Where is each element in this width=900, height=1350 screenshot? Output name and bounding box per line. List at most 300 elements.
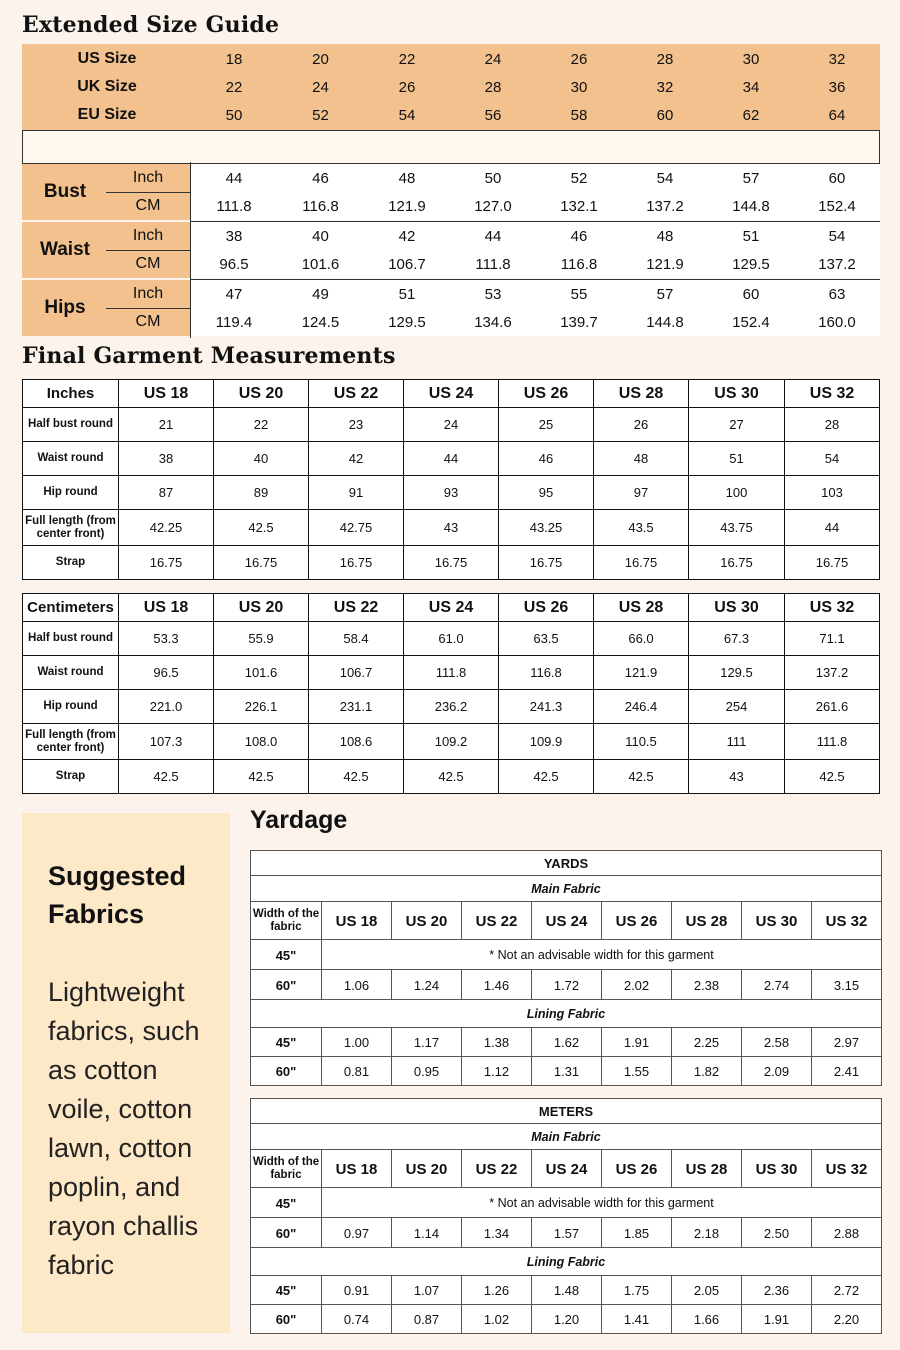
yardage-value: 2.50 (741, 1218, 811, 1248)
measure-value: 152.4 (732, 313, 770, 331)
size-row-label: EU Size (77, 106, 137, 123)
size-value: 36 (828, 78, 846, 96)
yardage-value: 1.20 (531, 1305, 601, 1334)
measure-value: 254 (689, 690, 785, 724)
size-header: US 20 (391, 1150, 461, 1188)
measure-value: 16.75 (404, 546, 499, 580)
yardage-value: 0.91 (321, 1276, 391, 1305)
measure-value: 66.0 (594, 622, 689, 656)
fabric-width: 60" (275, 1064, 297, 1079)
size-header: US 32 (785, 594, 880, 622)
measure-value: 67.3 (689, 622, 785, 656)
measure-value: 48 (398, 169, 416, 187)
measure-value: 71.1 (785, 622, 880, 656)
measure-value: 42.5 (309, 760, 404, 794)
size-value: 28 (484, 78, 502, 96)
yardage-value: 1.24 (391, 970, 461, 1000)
yardage-value: 0.97 (321, 1218, 391, 1248)
measure-value: 51 (742, 227, 760, 245)
main-fabric-label: Main Fabric (531, 1130, 601, 1144)
measure-value: 44 (785, 510, 880, 546)
measure-value: 48 (656, 227, 674, 245)
yardage-value: 1.12 (461, 1057, 531, 1086)
size-value: 24 (312, 78, 329, 96)
measure-value: 96.5 (119, 656, 214, 690)
measure-label: Half bust round (23, 622, 119, 656)
unit-label: Inch (132, 169, 164, 186)
lining-fabric-label: Lining Fabric (526, 1007, 606, 1021)
measure-label: Strap (23, 546, 119, 580)
unit-header: Inches (23, 380, 119, 408)
yardage-value: 1.34 (461, 1218, 531, 1248)
measure-value: 110.5 (594, 724, 689, 760)
size-guide-spacer (22, 130, 880, 164)
measure-value: 43.25 (499, 510, 594, 546)
measure-value: 51 (398, 285, 416, 303)
size-row-label: US Size (77, 50, 137, 67)
measure-value: 96.5 (219, 255, 249, 273)
measure-value: 107.3 (119, 724, 214, 760)
size-header: US 24 (404, 380, 499, 408)
yardage-row (251, 875, 881, 902)
measure-label: Waist round (23, 442, 119, 476)
measure-value: 42.25 (119, 510, 214, 546)
measure-value: 121.9 (646, 255, 684, 273)
size-row-label: UK Size (77, 78, 137, 95)
unit-header: METERS (538, 1103, 594, 1119)
measure-value: 43 (404, 510, 499, 546)
measure-value: 127.0 (474, 197, 512, 215)
measure-value: 42 (309, 442, 404, 476)
measure-value: 109.2 (404, 724, 499, 760)
yardage-value: 0.95 (391, 1057, 461, 1086)
measure-value: 106.7 (388, 255, 426, 273)
size-header: US 20 (214, 380, 309, 408)
yardage-table (250, 1098, 882, 1334)
measure-value: 129.5 (388, 313, 426, 331)
measure-value: 101.6 (301, 255, 340, 273)
measure-value: 109.9 (499, 724, 594, 760)
measure-value: 93 (404, 476, 499, 510)
measure-value: 44 (404, 442, 499, 476)
measure-value: 42.5 (404, 760, 499, 794)
yardage-row (251, 969, 881, 1000)
size-header: US 30 (689, 594, 785, 622)
measure-value: 38 (225, 227, 243, 245)
unit-label: CM (135, 197, 161, 214)
measure-value: 54 (785, 442, 880, 476)
size-header: US 30 (741, 1150, 811, 1188)
yardage-value: 1.66 (671, 1305, 741, 1334)
yardage-value: 1.17 (391, 1028, 461, 1057)
measure-value: 52 (570, 169, 588, 187)
measure-value: 139.7 (560, 313, 598, 331)
size-header: US 20 (214, 594, 309, 622)
size-header: US 18 (119, 380, 214, 408)
size-header: US 18 (119, 594, 214, 622)
measure-value: 38 (119, 442, 214, 476)
measure-value: 60 (742, 285, 760, 303)
measure-value: 16.75 (119, 546, 214, 580)
yardage-row (251, 1217, 881, 1248)
yardage-value: 2.88 (811, 1218, 881, 1248)
label-divider (190, 162, 191, 338)
measure-value: 95 (499, 476, 594, 510)
yardage-value: 1.26 (461, 1276, 531, 1305)
size-value: 56 (484, 106, 502, 124)
measure-value: 44 (225, 169, 243, 187)
main-fabric-label: Main Fabric (531, 882, 601, 896)
size-header: US 22 (309, 380, 404, 408)
measure-value: 40 (214, 442, 309, 476)
measure-value: 49 (312, 285, 329, 303)
measure-value: 61.0 (404, 622, 499, 656)
yardage-row (251, 999, 881, 1028)
yardage-value: 1.91 (601, 1028, 671, 1057)
measure-label: Hip round (23, 690, 119, 724)
size-header: US 30 (689, 380, 785, 408)
measure-name: Hips (44, 297, 86, 318)
yardage-row (251, 1149, 881, 1188)
size-header: US 18 (321, 1150, 391, 1188)
yardage-value: 3.15 (811, 970, 881, 1000)
measure-value: 116.8 (499, 656, 594, 690)
measure-value: 137.2 (818, 255, 856, 273)
yardage-row (251, 1247, 881, 1276)
measure-value: 111.8 (475, 255, 511, 273)
measure-value: 42.5 (119, 760, 214, 794)
measure-value: 144.8 (732, 197, 770, 215)
measure-label: Strap (23, 760, 119, 794)
yardage-value: 1.46 (461, 970, 531, 1000)
yardage-value: 1.31 (531, 1057, 601, 1086)
yardage-value: 1.07 (391, 1276, 461, 1305)
measure-value: 55 (570, 285, 588, 303)
measure-value: 48 (594, 442, 689, 476)
size-value: 32 (828, 50, 846, 68)
yardage-value: 2.18 (671, 1218, 741, 1248)
measure-value: 43 (689, 760, 785, 794)
size-header: US 26 (601, 902, 671, 940)
lining-fabric-label: Lining Fabric (526, 1255, 606, 1269)
measure-value: 261.6 (785, 690, 880, 724)
width-label: Width of the fabric (252, 908, 320, 933)
measure-value: 111.8 (785, 724, 880, 760)
size-value: 20 (312, 50, 329, 68)
measure-value: 137.2 (646, 197, 684, 215)
width-label: Width of the fabric (252, 1156, 320, 1181)
size-value: 60 (656, 106, 674, 124)
yardage-row (251, 901, 881, 940)
size-header: US 32 (811, 1150, 881, 1188)
size-header: US 26 (499, 380, 594, 408)
yardage-row (251, 1275, 881, 1305)
measure-value: 16.75 (214, 546, 309, 580)
yardage-value: 2.58 (741, 1028, 811, 1057)
yardage-value: 2.36 (741, 1276, 811, 1305)
size-header: US 22 (309, 594, 404, 622)
yardage-value: 1.82 (671, 1057, 741, 1086)
yardage-value: 1.72 (531, 970, 601, 1000)
size-value: 28 (656, 50, 674, 68)
garment-title: Final Garment Measurements (22, 343, 396, 369)
measure-value: 108.6 (309, 724, 404, 760)
yardage-value: 1.48 (531, 1276, 601, 1305)
measure-value: 42.5 (785, 760, 880, 794)
yardage-row (251, 1099, 881, 1123)
unit-label: Inch (132, 227, 164, 244)
measure-value: 111.8 (404, 656, 499, 690)
measure-value: 121.9 (594, 656, 689, 690)
yardage-value: 1.85 (601, 1218, 671, 1248)
size-value: 30 (742, 50, 760, 68)
size-header: US 24 (531, 1150, 601, 1188)
yardage-row (251, 1304, 881, 1334)
size-value: 50 (225, 106, 243, 124)
size-value: 64 (828, 106, 846, 124)
measure-value: 42.5 (214, 760, 309, 794)
measure-value: 43.75 (689, 510, 785, 546)
suggested-fabrics-panel (22, 813, 230, 1333)
unit-header: Centimeters (23, 594, 119, 622)
measure-value: 24 (404, 408, 499, 442)
measure-value: 23 (309, 408, 404, 442)
measure-value: 27 (689, 408, 785, 442)
measure-value: 42.5 (499, 760, 594, 794)
measure-label: Waist round (23, 656, 119, 690)
unit-label: Inch (132, 285, 164, 302)
size-header: US 26 (601, 1150, 671, 1188)
size-value: 22 (398, 50, 416, 68)
measure-name: Bust (43, 181, 87, 202)
yardage-value: 1.57 (531, 1218, 601, 1248)
measure-value: 43.5 (594, 510, 689, 546)
size-header: US 20 (391, 902, 461, 940)
measure-value: 16.75 (785, 546, 880, 580)
yardage-value: 2.97 (811, 1028, 881, 1057)
size-value: 52 (312, 106, 329, 124)
yardage-value: 1.75 (601, 1276, 671, 1305)
garment-table (22, 379, 880, 580)
measure-value: 246.4 (594, 690, 689, 724)
measure-value: 91 (309, 476, 404, 510)
measure-value: 108.0 (214, 724, 309, 760)
size-value: 26 (570, 50, 588, 68)
yardage-value: 0.74 (321, 1305, 391, 1334)
measure-value: 44 (484, 227, 502, 245)
fabric-width: 45" (275, 1035, 297, 1050)
unit-header: YARDS (543, 855, 589, 871)
measure-value: 63 (828, 285, 846, 303)
measure-value: 28 (785, 408, 880, 442)
measure-value: 57 (742, 169, 760, 187)
measure-value: 26 (594, 408, 689, 442)
size-value: 26 (398, 78, 416, 96)
measure-value: 111.8 (216, 197, 252, 215)
yardage-value: 2.09 (741, 1057, 811, 1086)
yardage-row (251, 939, 881, 970)
measure-value: 89 (214, 476, 309, 510)
measure-label: Full length (from center front) (23, 510, 119, 546)
measure-value: 97 (594, 476, 689, 510)
size-value: 30 (570, 78, 588, 96)
measure-value: 129.5 (732, 255, 770, 273)
measure-value: 58.4 (309, 622, 404, 656)
measure-value: 16.75 (594, 546, 689, 580)
size-header: US 26 (499, 594, 594, 622)
size-header: US 22 (461, 1150, 531, 1188)
yardage-value: 1.02 (461, 1305, 531, 1334)
measure-value: 137.2 (785, 656, 880, 690)
not-advisable-note: * Not an advisable width for this garment (321, 1188, 881, 1218)
yardage-row (251, 851, 881, 875)
measure-value: 60 (828, 169, 846, 187)
size-header: US 28 (594, 380, 689, 408)
yardage-value: 2.25 (671, 1028, 741, 1057)
yardage-value: 2.74 (741, 970, 811, 1000)
measure-label: Full length (from center front) (23, 724, 119, 760)
measure-value: 121.9 (388, 197, 426, 215)
suggested-fabrics-text: Lightweight fabrics, such as cotton voile, cotton lawn, cotton poplin, and rayon challis fabric (48, 977, 200, 1280)
measure-value: 111 (689, 724, 785, 760)
measure-value: 40 (312, 227, 329, 245)
measure-value: 54 (656, 169, 674, 187)
measure-name: Waist (40, 239, 90, 260)
measure-label: Half bust round (23, 408, 119, 442)
yardage-row (251, 1123, 881, 1150)
measure-value: 25 (499, 408, 594, 442)
measure-value: 134.6 (474, 313, 512, 331)
yardage-value: 0.81 (321, 1057, 391, 1086)
measure-value: 51 (689, 442, 785, 476)
size-value: 22 (225, 78, 243, 96)
size-header: US 28 (671, 902, 741, 940)
unit-label: CM (135, 255, 161, 272)
measure-value: 132.1 (560, 197, 598, 215)
measure-value: 241.3 (499, 690, 594, 724)
yardage-value: 1.55 (601, 1057, 671, 1086)
measure-value: 124.5 (301, 313, 340, 331)
yardage-value: 2.72 (811, 1276, 881, 1305)
yardage-value: 1.41 (601, 1305, 671, 1334)
size-header: US 32 (811, 902, 881, 940)
measure-value: 42.75 (309, 510, 404, 546)
size-header: US 24 (531, 902, 601, 940)
measure-label: Hip round (23, 476, 119, 510)
measure-value: 63.5 (499, 622, 594, 656)
unit-label: CM (135, 313, 161, 330)
measure-value: 16.75 (689, 546, 785, 580)
measure-value: 100 (689, 476, 785, 510)
size-value: 58 (570, 106, 588, 124)
measure-value: 116.8 (302, 197, 339, 215)
measure-value: 103 (785, 476, 880, 510)
measure-value: 144.8 (646, 313, 684, 331)
measure-value: 46 (570, 227, 588, 245)
measure-value: 16.75 (309, 546, 404, 580)
fabric-width: 45" (275, 1195, 297, 1211)
yardage-value: 1.38 (461, 1028, 531, 1057)
size-header: US 32 (785, 380, 880, 408)
size-value: 18 (225, 50, 243, 68)
measure-value: 57 (656, 285, 674, 303)
yardage-value: 1.00 (321, 1028, 391, 1057)
measure-value: 47 (225, 285, 243, 303)
size-header: US 28 (671, 1150, 741, 1188)
size-header: US 28 (594, 594, 689, 622)
yardage-value: 1.91 (741, 1305, 811, 1334)
measure-value: 87 (119, 476, 214, 510)
yardage-value: 2.38 (671, 970, 741, 1000)
measure-value: 42 (398, 227, 416, 245)
yardage-value: 0.87 (391, 1305, 461, 1334)
measure-value: 129.5 (689, 656, 785, 690)
size-header: US 18 (321, 902, 391, 940)
size-value: 32 (656, 78, 674, 96)
fabric-width: 45" (275, 947, 297, 963)
measure-value: 231.1 (309, 690, 404, 724)
size-value: 24 (484, 50, 502, 68)
fabric-width: 60" (275, 1312, 297, 1327)
size-value: 62 (742, 106, 760, 124)
measure-value: 42.5 (594, 760, 689, 794)
measure-value: 106.7 (309, 656, 404, 690)
fabric-width: 60" (275, 1225, 297, 1241)
measure-value: 236.2 (404, 690, 499, 724)
measure-value: 42.5 (214, 510, 309, 546)
measure-value: 50 (484, 169, 502, 187)
measure-value: 55.9 (214, 622, 309, 656)
measure-value: 54 (828, 227, 846, 245)
size-header: US 24 (404, 594, 499, 622)
yardage-value: 2.02 (601, 970, 671, 1000)
measure-value: 22 (214, 408, 309, 442)
size-guide-title: Extended Size Guide (22, 12, 280, 38)
measure-value: 46 (312, 169, 329, 187)
yardage-value: 1.62 (531, 1028, 601, 1057)
suggested-fabrics-title: Suggested Fabrics (48, 861, 187, 929)
fabric-width: 60" (275, 977, 297, 993)
yardage-value: 2.05 (671, 1276, 741, 1305)
measure-value: 119.4 (215, 313, 253, 331)
yardage-value: 2.41 (811, 1057, 881, 1086)
yardage-value: 2.20 (811, 1305, 881, 1334)
measure-value: 101.6 (214, 656, 309, 690)
yardage-value: 1.14 (391, 1218, 461, 1248)
measure-value: 46 (499, 442, 594, 476)
yardage-title: Yardage (250, 806, 348, 834)
yardage-table (250, 850, 882, 1086)
yardage-row (251, 1027, 881, 1057)
size-header: US 22 (461, 902, 531, 940)
measure-value: 152.4 (818, 197, 856, 215)
measure-value: 160.0 (818, 313, 856, 331)
measure-value: 53.3 (119, 622, 214, 656)
measure-value: 226.1 (214, 690, 309, 724)
size-value: 54 (398, 106, 416, 124)
measure-value: 221.0 (119, 690, 214, 724)
yardage-row (251, 1056, 881, 1086)
garment-table (22, 593, 880, 794)
measure-value: 53 (484, 285, 502, 303)
measure-value: 16.75 (499, 546, 594, 580)
measure-value: 21 (119, 408, 214, 442)
yardage-value: 1.06 (321, 970, 391, 1000)
not-advisable-note: * Not an advisable width for this garment (321, 940, 881, 970)
fabric-width: 45" (275, 1283, 297, 1298)
size-value: 34 (742, 78, 760, 96)
yardage-row (251, 1187, 881, 1218)
